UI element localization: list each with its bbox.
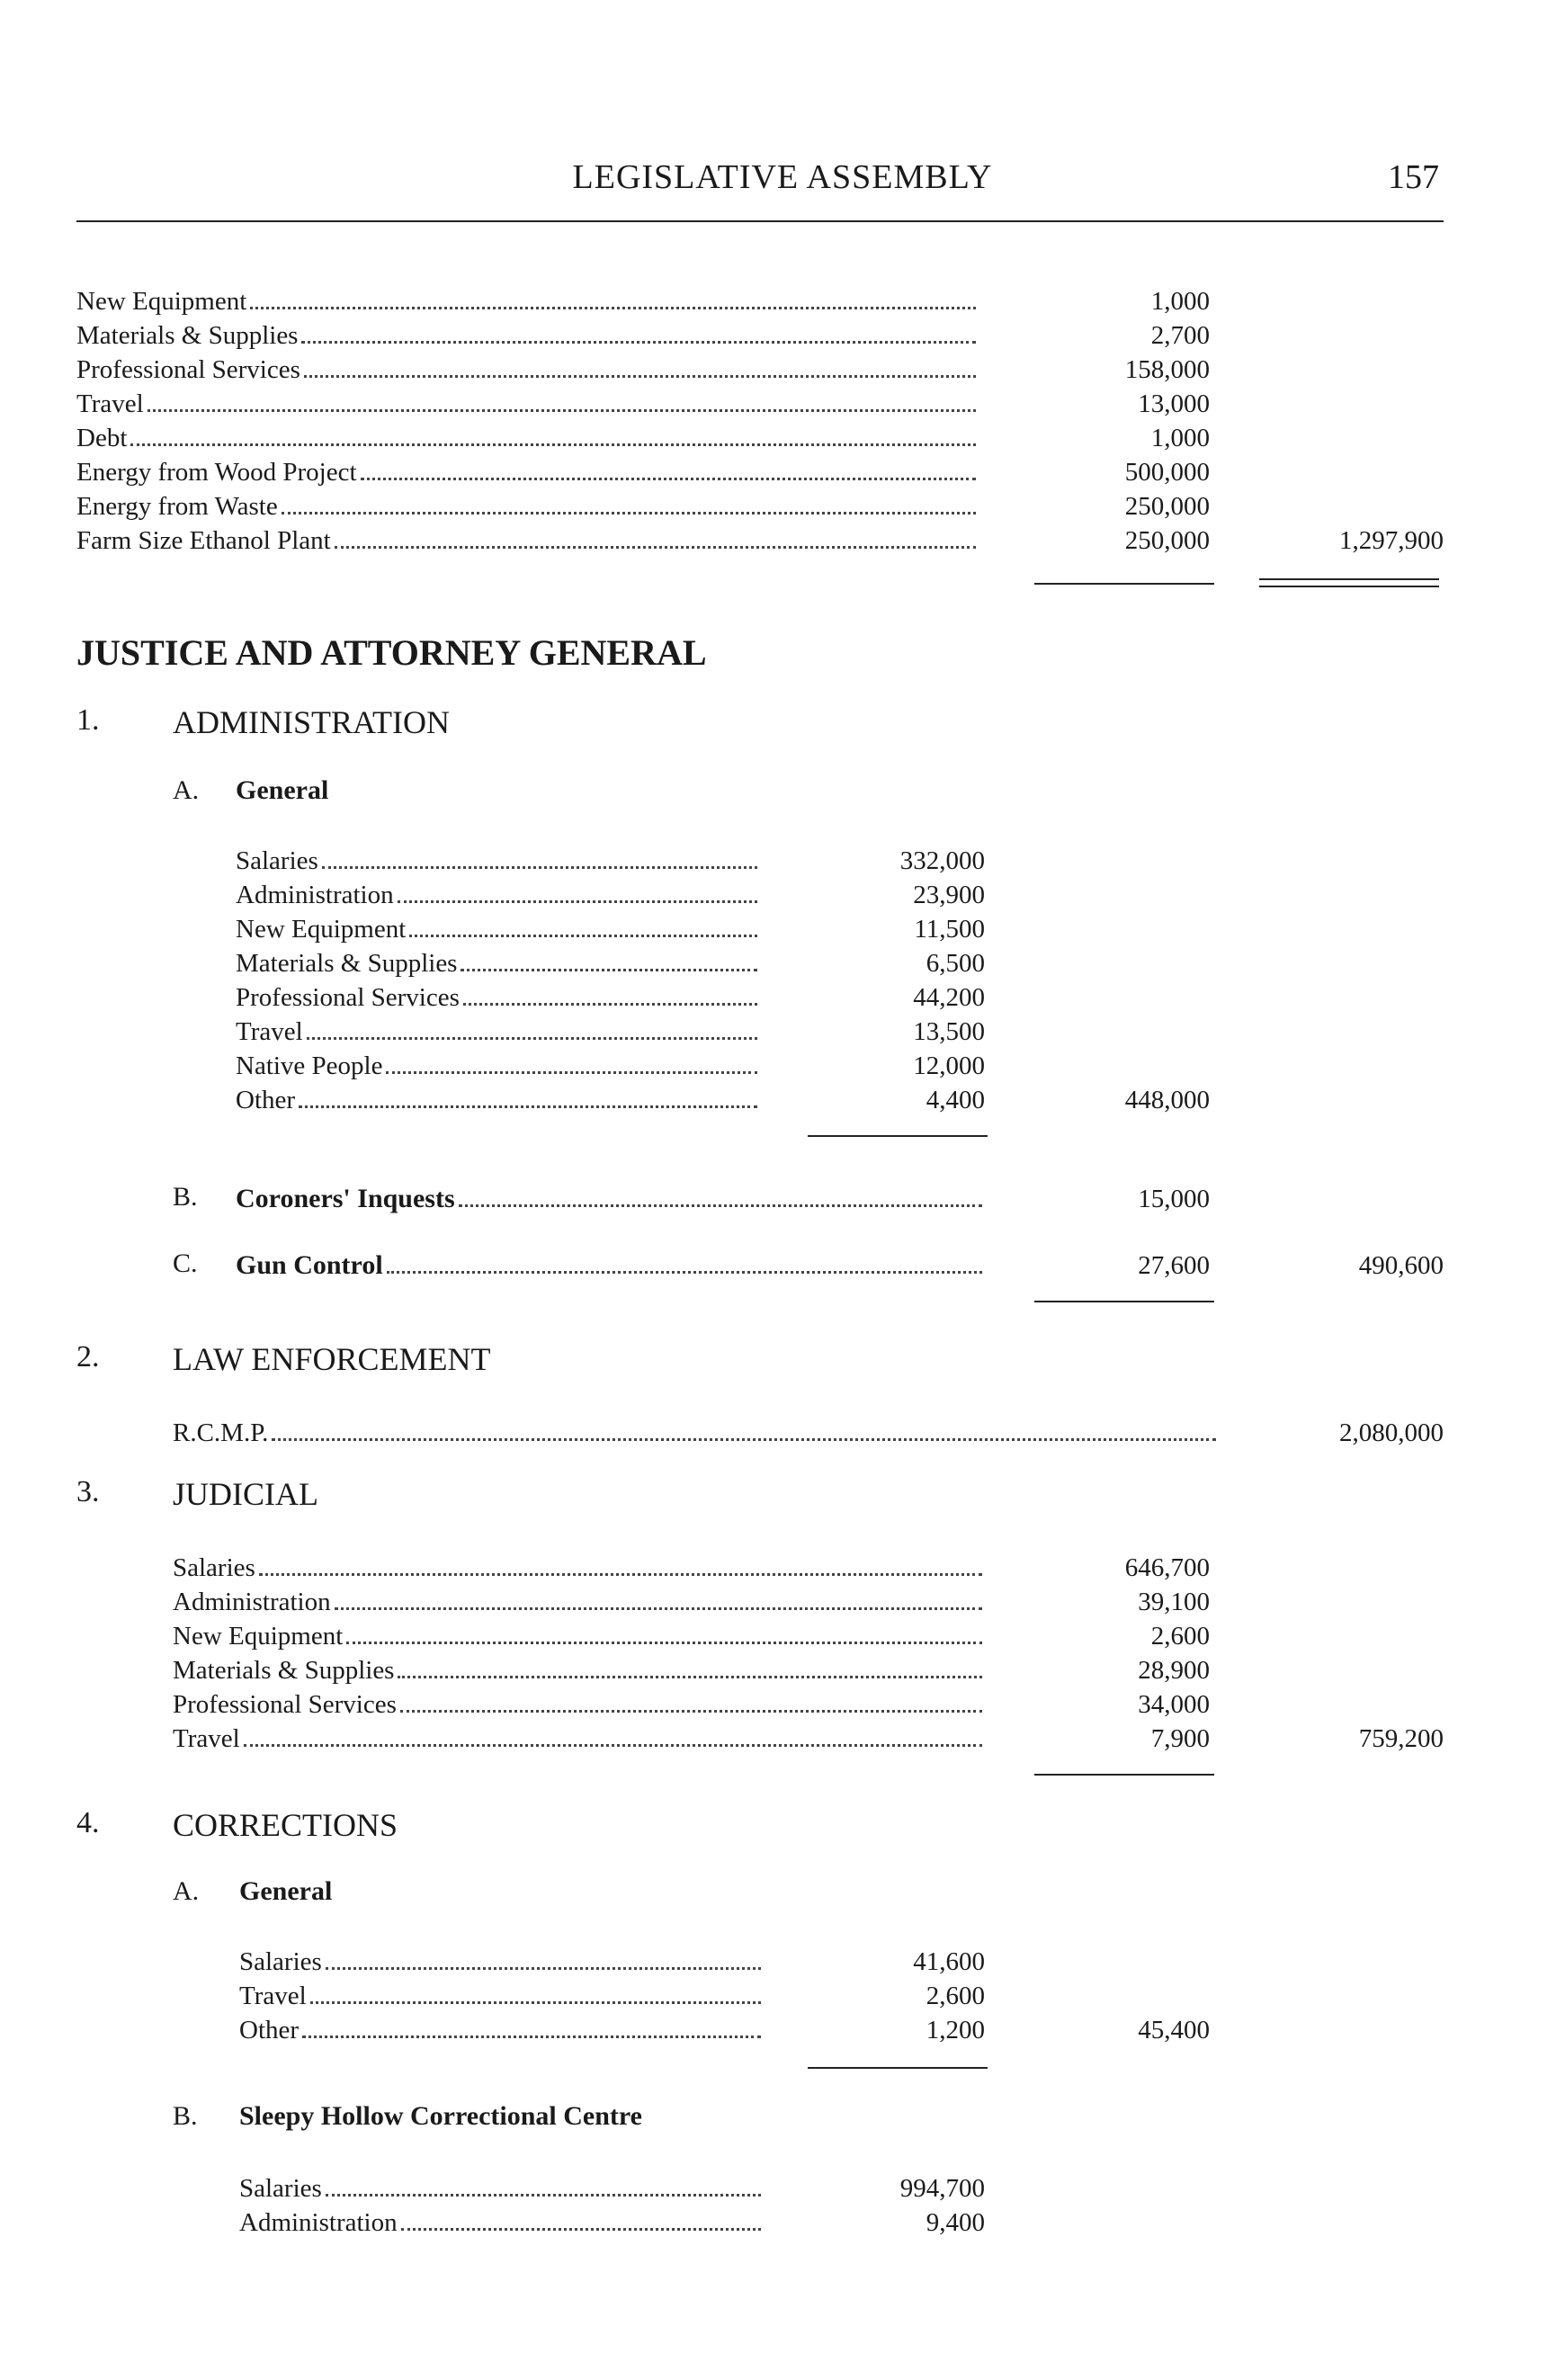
- list-item: [76, 523, 976, 558]
- item-amount: 646,700: [1124, 1553, 1210, 1582]
- list-item: [236, 912, 757, 946]
- leader-dots: [304, 375, 976, 378]
- subtotal-amount: 45,400: [1138, 2016, 1210, 2044]
- item-label: R.C.M.P.: [173, 1416, 272, 1450]
- section-total: 490,600: [1358, 1251, 1444, 1280]
- item-label: Travel: [173, 1722, 244, 1756]
- item-label: New Equipment: [173, 1619, 346, 1653]
- leader-dots: [259, 1573, 982, 1576]
- item-label: Salaries: [239, 2171, 326, 2206]
- list-item: [173, 1619, 982, 1653]
- leader-dots: [400, 1710, 982, 1713]
- list-item: [173, 1687, 982, 1722]
- subtotal-rule: [1034, 1774, 1214, 1776]
- leader-dots: [459, 1204, 982, 1207]
- leader-dots: [335, 1607, 982, 1610]
- page-header-title: LEGISLATIVE ASSEMBLY: [572, 158, 993, 196]
- section-number: 1.: [76, 703, 100, 737]
- item-amount: 7,900: [1150, 1724, 1210, 1753]
- item-amount: 2,600: [926, 1982, 985, 2010]
- leader-dots: [346, 1642, 982, 1644]
- item-amount: 41,600: [913, 1947, 985, 1976]
- subtotal-rule: [808, 2067, 988, 2069]
- item-label: Administration: [173, 1585, 335, 1619]
- item-amount: 2,600: [1150, 1622, 1210, 1651]
- leader-dots: [386, 1071, 757, 1074]
- item-amount: 44,200: [913, 983, 985, 1012]
- item-label: Travel: [239, 1979, 310, 2013]
- item-amount: 12,000: [913, 1051, 985, 1080]
- item-label: Salaries: [236, 844, 322, 878]
- list-item: [76, 489, 976, 523]
- grand-total: 1,297,900: [1339, 526, 1444, 555]
- item-amount: 2,700: [1150, 321, 1210, 350]
- list-item: [239, 1979, 761, 2013]
- section-title: JUDICIAL: [173, 1476, 318, 1512]
- list-item: [236, 878, 757, 912]
- subtotal-rule: [1034, 1301, 1214, 1302]
- item-amount: 1,200: [926, 2016, 985, 2044]
- subsection-letter: C.: [173, 1248, 198, 1278]
- list-item: [239, 2171, 761, 2206]
- subsection-title: Gun Control: [236, 1248, 387, 1283]
- leader-dots: [398, 1676, 982, 1678]
- item-label: Other: [239, 2013, 302, 2047]
- list-item: [76, 455, 976, 489]
- subsection-letter: A.: [173, 775, 200, 805]
- item-label: Energy from Wood Project: [76, 455, 361, 489]
- subsection-letter: B.: [173, 1182, 198, 1212]
- section-total: 759,200: [1358, 1724, 1444, 1753]
- leader-dots: [326, 1967, 761, 1970]
- item-label: Professional Services: [76, 353, 304, 387]
- department-heading: JUSTICE AND ATTORNEY GENERAL: [76, 632, 707, 673]
- subsection-letter: A.: [173, 1876, 200, 1906]
- list-item: [236, 1049, 757, 1083]
- list-item: [173, 1551, 982, 1585]
- section-number: 4.: [76, 1806, 100, 1839]
- item-label: Salaries: [173, 1551, 259, 1585]
- item-amount: 1,000: [1150, 424, 1210, 452]
- item-amount: 250,000: [1124, 492, 1210, 521]
- item-amount: 158,000: [1124, 355, 1210, 384]
- item-amount: 15,000: [1138, 1185, 1210, 1213]
- item-label: New Equipment: [236, 912, 409, 946]
- leader-dots: [130, 443, 976, 446]
- item-amount: 39,100: [1138, 1588, 1210, 1616]
- leader-dots: [463, 1003, 757, 1006]
- item-amount: 27,600: [1138, 1251, 1210, 1280]
- list-item: [239, 2013, 761, 2047]
- item-amount: 23,900: [913, 881, 985, 909]
- subsection-title: General: [236, 775, 329, 805]
- section-number: 3.: [76, 1475, 100, 1508]
- subsection-letter: B.: [173, 2101, 198, 2131]
- item-amount: 500,000: [1124, 458, 1210, 487]
- item-label: Native People: [236, 1049, 386, 1083]
- item-label: Materials & Supplies: [236, 946, 461, 980]
- leader-dots: [250, 307, 976, 309]
- item-amount: 994,700: [899, 2174, 985, 2203]
- leader-dots: [322, 866, 757, 869]
- leader-dots: [148, 409, 976, 412]
- subsection-row: [236, 1248, 982, 1283]
- list-item: [236, 1083, 757, 1117]
- leader-dots: [361, 478, 976, 480]
- leader-dots: [335, 546, 976, 549]
- page-number: 157: [1388, 158, 1439, 196]
- leader-dots: [301, 341, 976, 344]
- item-label: Professional Services: [173, 1687, 400, 1722]
- item-label: Energy from Waste: [76, 489, 282, 523]
- leader-dots: [326, 2194, 761, 2197]
- item-amount: 13,000: [1138, 389, 1210, 418]
- subsection-title: Coroners' Inquests: [236, 1182, 459, 1216]
- total-double-rule: [1259, 578, 1439, 587]
- item-label: Professional Services: [236, 980, 463, 1015]
- item-amount: 1,000: [1150, 287, 1210, 316]
- list-item: [239, 2206, 761, 2240]
- list-item: [173, 1585, 982, 1619]
- list-item: [76, 421, 976, 455]
- section-number: 2.: [76, 1340, 100, 1373]
- item-amount: 6,500: [926, 949, 985, 978]
- leader-dots: [307, 1037, 757, 1040]
- item-label: Administration: [239, 2206, 401, 2240]
- subsection-title: General: [239, 1876, 333, 1906]
- leader-dots: [398, 900, 757, 903]
- list-item: [236, 844, 757, 878]
- subtotal-amount: 448,000: [1124, 1086, 1210, 1114]
- list-item: [173, 1653, 982, 1687]
- leader-dots: [272, 1438, 1216, 1441]
- leader-dots: [244, 1744, 982, 1747]
- item-label: Administration: [236, 878, 398, 912]
- item-amount: 9,400: [926, 2208, 985, 2237]
- list-item: [236, 1015, 757, 1049]
- item-amount: 4,400: [926, 1086, 985, 1114]
- subtotal-rule: [1034, 583, 1214, 585]
- section-title: CORRECTIONS: [173, 1807, 398, 1843]
- leader-dots: [401, 2228, 761, 2231]
- subsection-row: [236, 1182, 982, 1216]
- list-item: [236, 980, 757, 1015]
- list-item: [76, 318, 976, 353]
- section-title: LAW ENFORCEMENT: [173, 1341, 491, 1377]
- item-amount: 11,500: [914, 915, 985, 944]
- subsection-title: Sleepy Hollow Correctional Centre: [239, 2101, 642, 2131]
- item-amount: 250,000: [1124, 526, 1210, 555]
- header-divider: [76, 220, 1444, 222]
- section-title: ADMINISTRATION: [173, 704, 450, 740]
- leader-dots: [302, 2036, 761, 2038]
- leader-dots: [387, 1271, 982, 1274]
- list-item: [173, 1416, 1216, 1450]
- item-amount: 13,500: [913, 1017, 985, 1046]
- item-label: Farm Size Ethanol Plant: [76, 523, 335, 558]
- item-amount: 34,000: [1138, 1690, 1210, 1719]
- subtotal-rule: [808, 1135, 988, 1137]
- item-label: Travel: [236, 1015, 307, 1049]
- leader-dots: [282, 512, 976, 514]
- item-amount: 28,900: [1138, 1656, 1210, 1685]
- item-label: Salaries: [239, 1945, 326, 1979]
- item-label: Materials & Supplies: [173, 1653, 398, 1687]
- item-label: Travel: [76, 387, 148, 421]
- list-item: [239, 1945, 761, 1979]
- leader-dots: [461, 969, 757, 971]
- item-label: Debt: [76, 421, 130, 455]
- item-label: Other: [236, 1083, 299, 1117]
- section-total: 2,080,000: [1339, 1418, 1444, 1447]
- leader-dots: [310, 2001, 761, 2004]
- list-item: [173, 1722, 982, 1756]
- list-item: [236, 946, 757, 980]
- item-label: Materials & Supplies: [76, 318, 301, 353]
- leader-dots: [409, 935, 757, 937]
- leader-dots: [299, 1105, 757, 1108]
- list-item: [76, 353, 976, 387]
- item-label: New Equipment: [76, 284, 250, 318]
- list-item: [76, 284, 976, 318]
- item-amount: 332,000: [899, 846, 985, 875]
- list-item: [76, 387, 976, 421]
